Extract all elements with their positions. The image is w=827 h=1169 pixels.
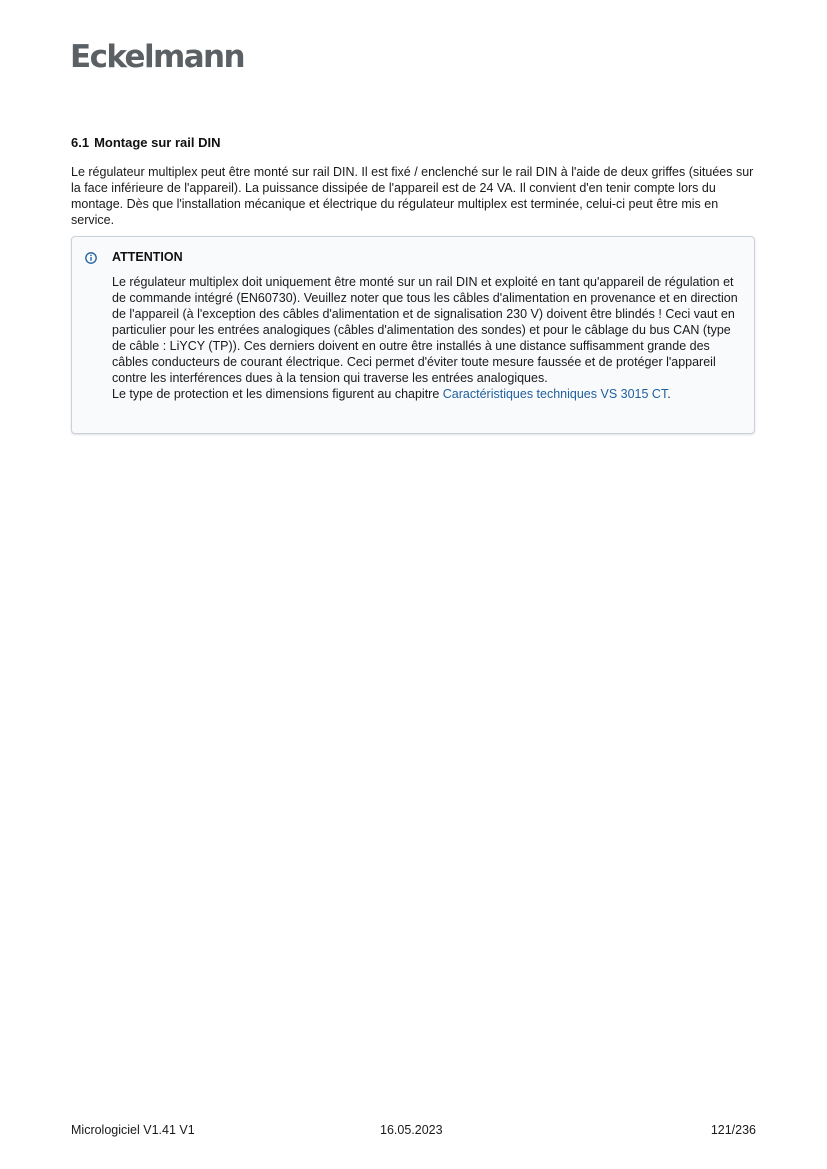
callout-note-suffix: . — [667, 387, 671, 401]
callout-note-prefix: Le type de protection et les dimensions figurent au chapitre — [112, 387, 443, 401]
section-number: 6.1 — [71, 135, 90, 150]
callout-body — [112, 274, 744, 402]
footer-page-number: 121/236 — [710, 1123, 756, 1137]
info-icon — [85, 251, 97, 263]
callout-body-text: Le régulateur multiplex doit uniquement être monté sur un rail DIN et exploité en tant qu'appareil de régulation et de commande intégré (EN60730). Veuillez noter que tous les câbles d'alimentation en provenance et en direction de l'appareil (à l'exception des câbles d'alimentation et de signalisation 230 V) doivent être blindés ! Ceci vaut en particulier pour les entrées analogiques (câbles d'alimentation des sondes) et pour le câblage du bus CAN (type de câble : LiYCY (TP)). Ces derniers doivent en outre être installés à une distance suffisamment grande des câbles conducteurs de courant électrique. Ceci permet d'éviter toute mesure faussée et de protéger l'appareil contre les interférences dues à la tension qui traverse les entrées analogiques. — [112, 275, 738, 385]
attention-callout — [71, 236, 755, 434]
section-title — [71, 135, 221, 151]
intro-paragraph: Le régulateur multiplex peut être monté sur rail DIN. Il est fixé / enclenché sur le rail DIN à l'aide de deux griffes (situées sur la face inférieure de l'appareil). La puissance dissipée de l'appareil est de 24 VA. Il convient d'en tenir compte lors du montage. Dès que l'installation mécanique et électrique du régulateur multiplex est terminée, celui-ci peut être mis en service. — [71, 165, 754, 227]
technical-specs-link[interactable]: Caractéristiques techniques VS 3015 CT — [442, 387, 668, 401]
section-title-text: Montage sur rail DIN — [94, 135, 221, 150]
footer-date: 16.05.2023 — [380, 1123, 443, 1137]
callout-title: ATTENTION — [112, 250, 183, 264]
company-logo: Eckelmann — [70, 39, 244, 75]
footer-firmware-version: Micrologiciel V1.41 V1 — [71, 1123, 195, 1137]
